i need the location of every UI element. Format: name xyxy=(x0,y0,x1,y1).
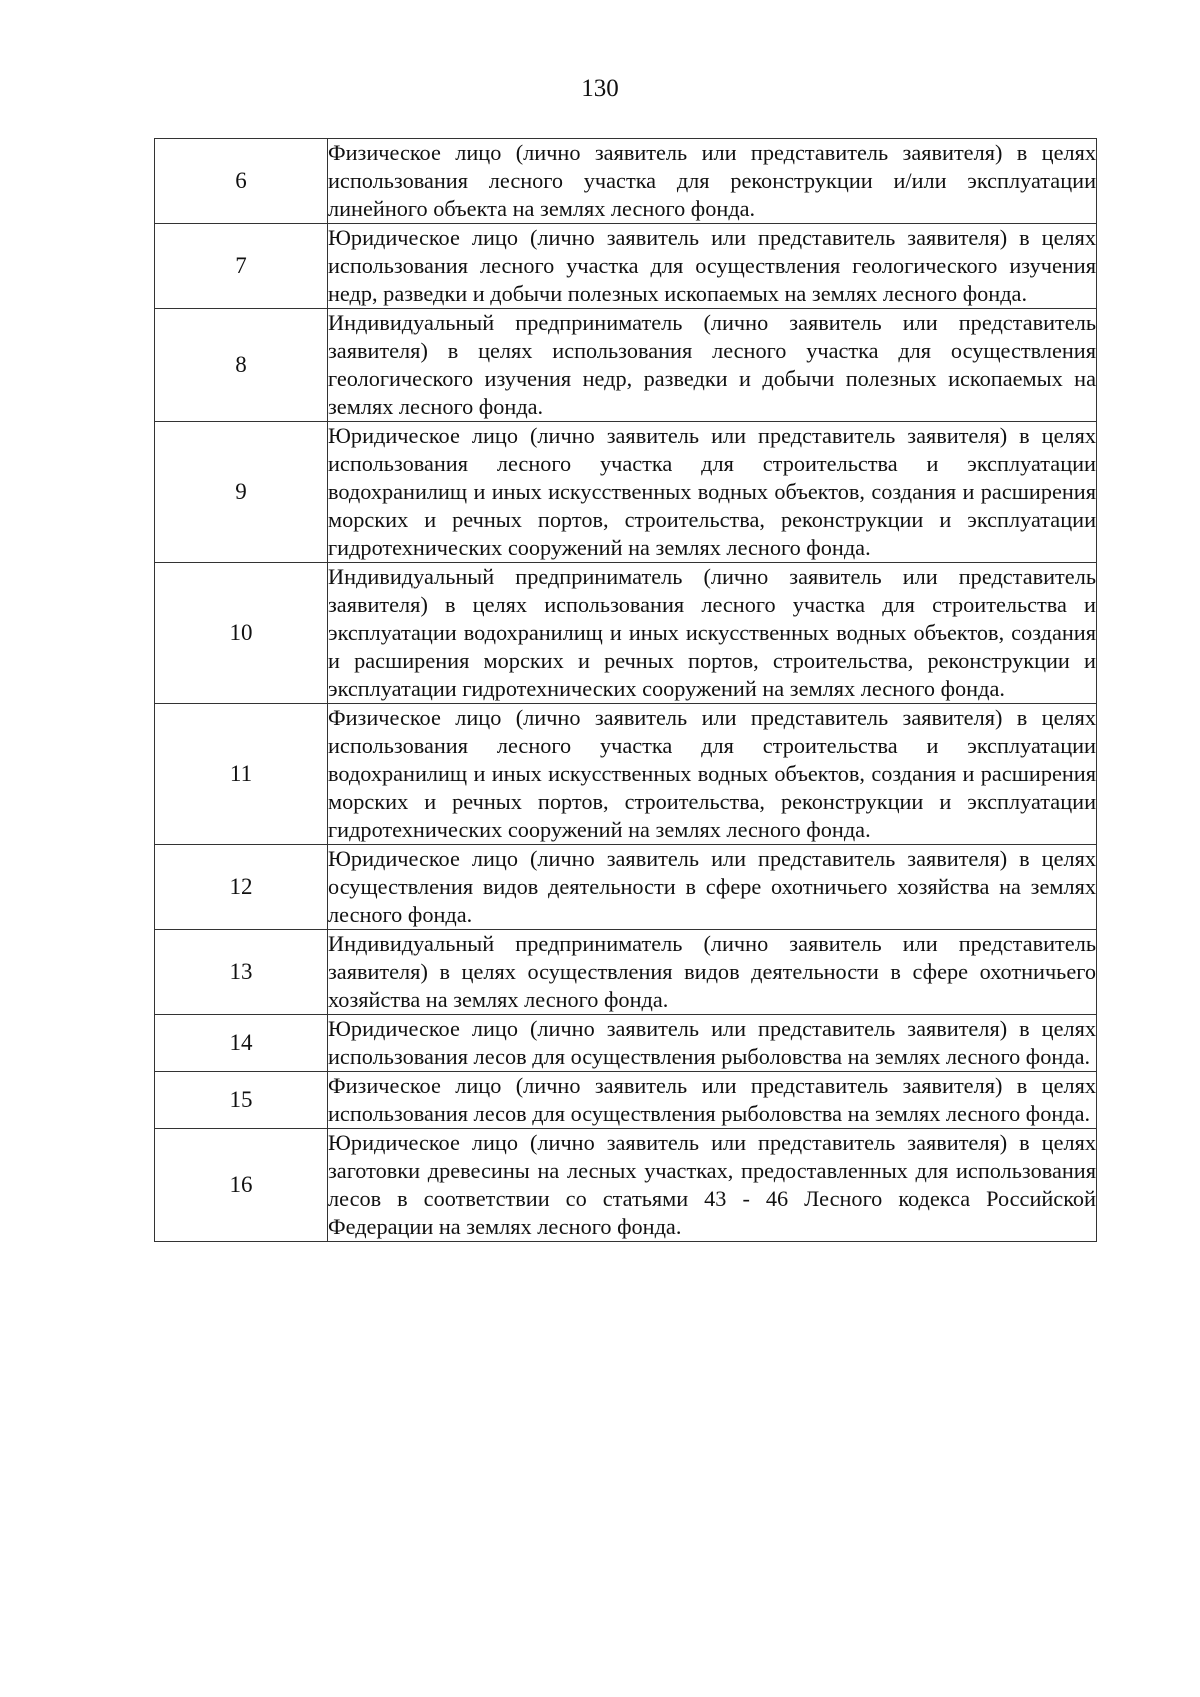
row-number: 6 xyxy=(155,139,328,224)
row-number: 14 xyxy=(155,1015,328,1072)
row-description: Индивидуальный предприниматель (лично заявитель или представитель заявителя) в целях использования лесного участка для осуществления геологического изучения недр, разведки и добычи полезных ископаемых на землях лесного фонда. xyxy=(328,310,1096,419)
table-row xyxy=(155,1129,1097,1242)
table-row xyxy=(155,1015,1097,1072)
row-description: Индивидуальный предприниматель (лично заявитель или представитель заявителя) в целях использования лесного участка для строительства и эксплуатации водохранилищ и иных искусственных водных объектов, создания и расширения морских и речных портов, строительства, реконструкции и эксплуатации гидротехнических сооружений на землях лесного фонда. xyxy=(328,564,1096,701)
row-description: Юридическое лицо (лично заявитель или представитель заявителя) в целях использования лесов для осуществления рыболовства на землях лесного фонда. xyxy=(328,1016,1096,1069)
row-description-cell xyxy=(328,930,1097,1015)
row-description: Физическое лицо (лично заявитель или представитель заявителя) в целях использования лесов для осуществления рыболовства на землях лесного фонда. xyxy=(328,1073,1096,1126)
table-row xyxy=(155,422,1097,563)
table-row xyxy=(155,309,1097,422)
row-description: Физическое лицо (лично заявитель или представитель заявителя) в целях использования лесного участка для реконструкции и/или эксплуатации линейного объекта на землях лесного фонда. xyxy=(328,140,1096,221)
row-description: Юридическое лицо (лично заявитель или представитель заявителя) в целях осуществления видов деятельности в сфере охотничьего хозяйства на землях лесного фонда. xyxy=(328,846,1096,927)
row-description-cell xyxy=(328,1129,1097,1242)
row-number: 11 xyxy=(155,704,328,845)
table-row xyxy=(155,224,1097,309)
row-number: 7 xyxy=(155,224,328,309)
row-number: 13 xyxy=(155,930,328,1015)
table-row xyxy=(155,845,1097,930)
row-description: Физическое лицо (лично заявитель или представитель заявителя) в целях использования лесного участка для строительства и эксплуатации водохранилищ и иных искусственных водных объектов, создания и расширения морских и речных портов, строительства, реконструкции и эксплуатации гидротехнических сооружений на землях лесного фонда. xyxy=(328,705,1096,842)
table-row xyxy=(155,704,1097,845)
row-number: 9 xyxy=(155,422,328,563)
row-description-cell xyxy=(328,1015,1097,1072)
row-description-cell xyxy=(328,1072,1097,1129)
row-description-cell xyxy=(328,422,1097,563)
table-row xyxy=(155,563,1097,704)
row-description: Юридическое лицо (лично заявитель или представитель заявителя) в целях использования лесного участка для осуществления геологического изучения недр, разведки и добычи полезных ископаемых на землях лесного фонда. xyxy=(328,225,1096,306)
row-description: Индивидуальный предприниматель (лично заявитель или представитель заявителя) в целях осуществления видов деятельности в сфере охотничьего хозяйства на землях лесного фонда. xyxy=(328,931,1096,1012)
row-description-cell xyxy=(328,224,1097,309)
row-description-cell xyxy=(328,704,1097,845)
page-number: 130 xyxy=(581,75,619,102)
row-description-cell xyxy=(328,139,1097,224)
row-number: 16 xyxy=(155,1129,328,1242)
table-row xyxy=(155,930,1097,1015)
row-description-cell xyxy=(328,563,1097,704)
row-number: 8 xyxy=(155,309,328,422)
row-description: Юридическое лицо (лично заявитель или представитель заявителя) в целях использования лесного участка для строительства и эксплуатации водохранилищ и иных искусственных водных объектов, создания и расширения морских и речных портов, строительства, реконструкции и эксплуатации гидротехнических сооружений на землях лесного фонда. xyxy=(328,423,1096,560)
table-row xyxy=(155,139,1097,224)
table-row xyxy=(155,1072,1097,1129)
applicant-table xyxy=(154,138,1097,1242)
row-description: Юридическое лицо (лично заявитель или представитель заявителя) в целях заготовки древесины на лесных участках, предоставленных для использования лесов в соответствии со статьями 43 - 46 Лесного кодекса Российской Федерации на землях лесного фонда. xyxy=(328,1130,1096,1239)
row-number: 12 xyxy=(155,845,328,930)
row-description-cell xyxy=(328,309,1097,422)
row-number: 15 xyxy=(155,1072,328,1129)
row-description-cell xyxy=(328,845,1097,930)
row-number: 10 xyxy=(155,563,328,704)
